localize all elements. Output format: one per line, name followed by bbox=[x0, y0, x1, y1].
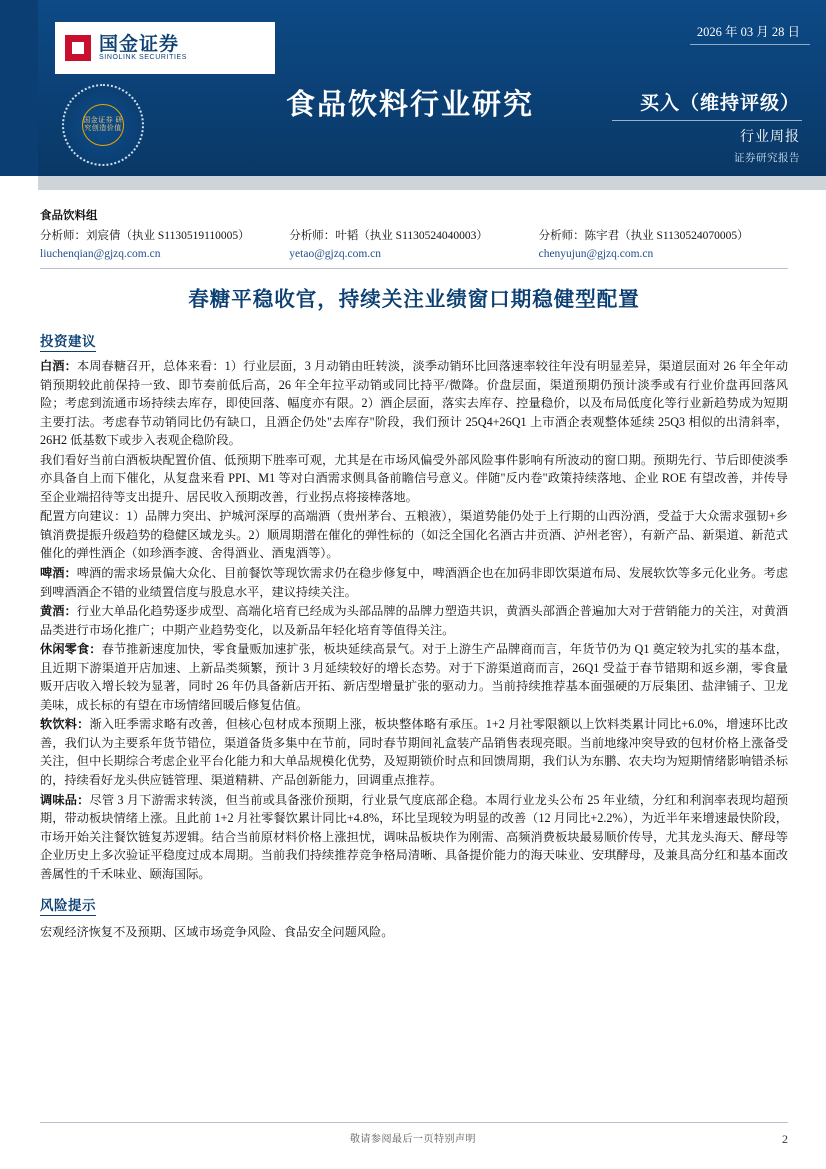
header-divider bbox=[690, 44, 810, 45]
page-title: 食品饮料行业研究 bbox=[285, 89, 534, 121]
paragraph bbox=[40, 357, 788, 450]
paragraph-text: 啤酒的需求场景偏大众化、目前餐饮等现饮需求仍在稳步修复中，啤酒酒企也在加码非即饮渠道布局、发展软饮等多元化业务。考虑到啤酒酒企不错的业绩置信度与股息水平，建议持续关注。 bbox=[40, 566, 789, 599]
rating-badge: 买入（维持评级） bbox=[639, 93, 800, 114]
paragraph-lead: 啤酒： bbox=[40, 566, 77, 581]
paragraph bbox=[40, 451, 788, 507]
paragraph bbox=[40, 602, 788, 639]
analyst-name: 分析师：陈宇君（执业 S1130524070005） bbox=[538, 229, 749, 242]
sinolink-logo-icon bbox=[65, 35, 91, 61]
rating-divider bbox=[612, 120, 802, 121]
header-left-band bbox=[0, 0, 38, 196]
paragraph-text: 渐入旺季需求略有改善，但核心包材成本预期上涨，板块整体略有承压。1+2 月社零限额以上饮料类累计同比+6.0%，增速环比改善，我们认为主要系年货节错位，渠道备货多集中在节前，同时春节期间礼盒装产品销售表现亮眼。当前地缘冲突导致的包材价格上涨备受关注，但中长期综合考虑企业平台化能力和大单品规模化优势，及短期锁价时点和回馈周期，我们认为东鹏、农夫均为短期情绪影响错杀标的，持续看好龙头供应链管理、渠道精耕、产品创新能力，回调重点推荐。 bbox=[40, 717, 788, 788]
analyst-block bbox=[40, 208, 788, 263]
analyst-divider bbox=[40, 268, 788, 269]
brand-name-en: SINOLINK SECURITIES bbox=[99, 54, 188, 62]
page-number: 2 bbox=[782, 1132, 788, 1146]
analyst-entry bbox=[539, 228, 788, 264]
report-date: 2026 年 03 月 28 日 bbox=[696, 25, 800, 39]
report-title: 春糖平稳收官，持续关注业绩窗口期稳健型配置 bbox=[188, 289, 640, 311]
paragraph-lead: 软饮料： bbox=[40, 717, 90, 732]
paragraph bbox=[40, 791, 788, 884]
footer-divider bbox=[40, 1122, 788, 1123]
paragraph-lead: 白酒： bbox=[40, 359, 77, 373]
analyst-name: 分析师：叶韬（执业 S1130524040003） bbox=[289, 229, 488, 242]
risk-text: 宏观经济恢复不及预期、区域市场竞争风险、食品安全问题风险。 bbox=[40, 925, 394, 940]
analyst-email[interactable]: chenyujun@gjzq.com.cn bbox=[538, 247, 654, 260]
paragraph bbox=[40, 640, 788, 714]
brand-logo bbox=[55, 22, 275, 74]
analyst-email[interactable]: liuchenqian@gjzq.com.cn bbox=[40, 247, 161, 260]
paragraph-text: 配置方向建议：1）品牌力突出、护城河深厚的高端酒（贵州茅台、五粮液），渠道势能仍处于上行期的山西汾酒，受益于大众需求强韧+乡镇消费提振升级趋势的稳健区域龙头。2）顺周期潜在催化的弹性标的（如泛全国化名酒古井贡酒、泸州老窖），有新产品、新渠道、新范式催化的弹性酒企（如珍酒李渡、舍得酒业、酒鬼酒等）。 bbox=[40, 509, 788, 561]
research-seal-text: 国金证券 研究创造价值 bbox=[82, 104, 124, 146]
analyst-entry bbox=[289, 228, 538, 264]
research-seal-icon bbox=[62, 84, 144, 166]
paragraph bbox=[40, 715, 788, 789]
analyst-group: 食品饮料组 bbox=[40, 210, 98, 222]
section-heading-risk: 风险提示 bbox=[40, 894, 96, 916]
footer-note: 敬请参阅最后一页特别声明 bbox=[350, 1134, 476, 1145]
paragraph-text: 本周春糖召开，总体来看：1）行业层面，3 月动销由旺转淡，淡季动销环比回落速率较往年没有明显差异，渠道层面对 26 年全年动销预期较此前保持一致、即节奏前低后高，26 年全年拉平动销或同比持平/微降。价盘层面，渠道预期仍预计淡季或有行业价盘再回落风险；考虑到流通市场持续去库存，即使回落、幅度亦有限。2）酒企层面，落实去库存、控量稳价，以及布局低度化等行业新趋势成为短期主要打法。考虑春节动销同比仍有缺口，且酒企仍处"去库存"阶段，我们预计 25Q4+26Q1 上市酒企表观整体延续 25Q3 相似的出清斜率，26H2 低基数下或步入表观企稳阶段。 bbox=[40, 359, 788, 448]
header-bottom-strip bbox=[0, 176, 826, 196]
paragraph-lead: 休闲零食： bbox=[40, 642, 102, 657]
paragraph-lead: 黄酒： bbox=[40, 604, 77, 619]
document-type: 行业周报 bbox=[740, 130, 800, 145]
document-header bbox=[0, 0, 826, 196]
brand-name-cn: 国金证券 bbox=[99, 33, 180, 55]
document-subtype: 证券研究报告 bbox=[734, 153, 800, 164]
paragraph-text: 我们看好当前白酒板块配置价值、低预期下胜率可观，尤其是在市场风偏受外部风险事件影响有所波动的窗口期。预期先行、节后即使淡季亦具备自上而下催化，从复盘来看 PPI、M1 等对白酒需求侧具备前瞻信号意义。伴随"反内卷"政策持续落地、企业 ROE 有望改善，并传导至企业端招待等支出提升、居民收入预期改善，行业拐点将接棒落地。 bbox=[40, 452, 788, 504]
report-body bbox=[40, 322, 788, 943]
analyst-name: 分析师：刘宸倩（执业 S1130519110005） bbox=[40, 229, 250, 242]
analyst-email[interactable]: yetao@gjzq.com.cn bbox=[289, 247, 381, 260]
paragraph-text: 春节推新速度加快，零食量贩加速扩张，板块延续高景气。对于上游生产品牌商而言，年货节仍为 Q1 奠定较为扎实的基本盘，且近期下游渠道开店加速、上新品类频繁，预计 3 月延续较好的增长态势。对于下游渠道商而言，26Q1 受益于春节错期和返乡潮，零食量贩开店收入增长较为显著，同时 26 年仍具备新店开拓、新店型增量扩张的驱动力。当前持续推荐基本面强硬的万辰集团、盐津铺子、卫龙美味，成长标的有望在市场情绪回暖后修复估值。 bbox=[40, 642, 788, 712]
paragraph bbox=[40, 564, 788, 601]
section-heading-investment-advice: 投资建议 bbox=[40, 330, 96, 352]
paragraph-text: 行业大单品化趋势逐步成型、高端化培育已经成为头部品牌的品牌力塑造共识，黄酒头部酒企普遍加大对于营销能力的关注，对黄酒品类进行市场化推广；中期产业趋势变化，以及新品年轻化培育等值得关注。 bbox=[40, 604, 789, 637]
analyst-entry bbox=[40, 228, 289, 264]
paragraph-lead: 调味品： bbox=[40, 792, 90, 807]
paragraph bbox=[40, 507, 788, 563]
paragraph-text: 尽管 3 月下游需求转淡，但当前或具备涨价预期，行业景气度底部企稳。本周行业龙头公布 25 年业绩，分红和利润率表现均超预期，带动板块情绪上涨。且此前 1+2 月社零餐饮累计同比+4.8%，环比呈现较为明显的改善（12 月同比+2.2%），为近半年来增速最快阶段，市场开始关注餐饮链复苏逻辑。结合当前原材料价格上涨担忧，调味品板块作为刚需、高频消费板块最易顺价传导，尤其龙头海天、酵母等企业历史上多次验证平稳度过成本周期。当前我们持续推荐竞争格局清晰、具备提价能力的海天味业、安琪酵母，及兼具高分红和基本面改善属性的千禾味业、颐海国际。 bbox=[40, 792, 789, 881]
